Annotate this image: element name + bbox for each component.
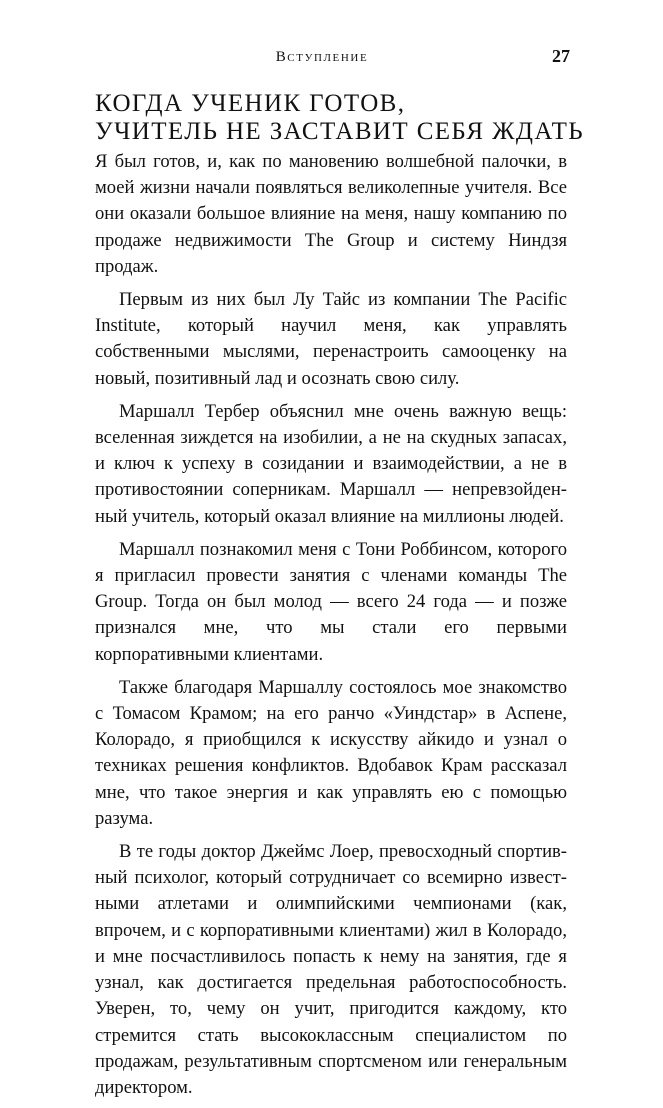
section-heading-line-1: КОГДА УЧЕНИК ГОТОВ, [95, 90, 406, 117]
paragraph: В те годы доктор Джеймс Лоер, превосходный спортивный психолог, который сотрудничает со всемирно известными атлетами и олимпийскими чемпионами (как, впрочем, и с корпоративными клиентами) жил в Колорадо, и мне посчастливилось попасть к нему на занятия, где я узнал, как достигается предельная работоспособность. Уверен, то, чему он учит, пригодится каждому, кто стремится стать высококлассным специалистом по продажам, результативным спортсменом или генеральным директором. [95, 841, 567, 1098]
page-number: 27 [552, 46, 570, 66]
paragraph: Также благодаря Маршаллу состоялось мое знакомство с Томасом Крамом; на его ранчо «Уиндстар» в Аспене, Колорадо, я приобщился к искусству айкидо и узнал о техниках решения конфликтов. Вдобавок Крам рассказал мне, что такое энергия и как управлять ею с помощью разума. [95, 676, 567, 829]
paragraph: Маршалл познакомил меня с Тони Роббинсом, которого я пригласил провести занятия с членами команды The Group. Тогда он был молод — всего 24 года — и позже признался мне, что мы стали его первыми корпоративными клиентами. [95, 538, 567, 665]
section-heading [95, 90, 585, 146]
paragraph: Первым из них был Лу Тайс из компании The Pacific Institute, который научил меня, как управлять собственными мыслями, перенастроить самооценку на новый, позитивный лад и осознать свою силу. [95, 289, 567, 389]
section-heading-line-2: УЧИТЕЛЬ НЕ ЗАСТАВИТ СЕБЯ ЖДАТЬ [95, 118, 585, 145]
paragraph: Маршалл Тербер объяснил мне очень важную вещь: вселенная зиждется на изобилии, а не на скудных запасах, и ключ к успеху в созидании и взаимодействии, а не в противостоянии соперникам. Маршалл — непревзойденный учитель, который оказал влияние на миллионы людей. [95, 400, 567, 527]
running-head: Вступление [275, 49, 369, 65]
body-text [95, 149, 567, 1108]
paragraph: Я был готов, и, как по мановению волшебной палочки, в моей жизни начали появляться великолепные учителя. Все они оказали большое влияние на меня, нашу компанию по продаже недвижимости The Group и систему Ниндзя продаж. [95, 151, 567, 277]
